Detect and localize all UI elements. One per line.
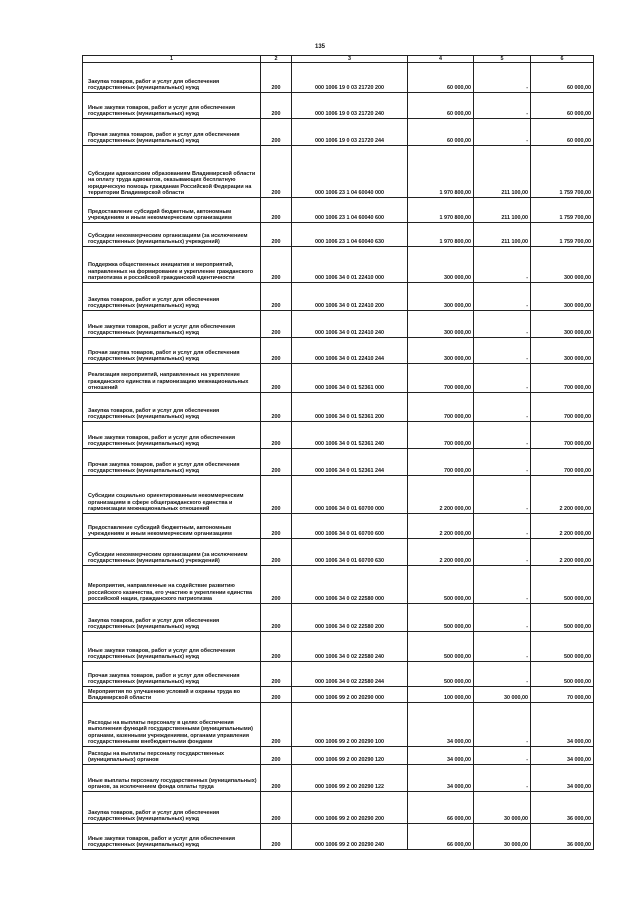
- unexecuted-amount-cell: 1 759 700,00: [531, 146, 594, 198]
- approved-amount-cell: 66 000,00: [408, 792, 474, 824]
- executed-amount-cell: -: [474, 632, 531, 662]
- approved-amount-cell: 60 000,00: [408, 93, 474, 119]
- table-row: [83, 449, 594, 476]
- line-code-cell: 200: [261, 566, 292, 604]
- budget-classification-code-cell: 000 1006 99 2 00 20290 200: [292, 792, 408, 824]
- expense-name-cell: [83, 687, 261, 703]
- column-number: 4: [408, 56, 474, 63]
- approved-amount-cell: 66 000,00: [408, 824, 474, 850]
- approved-amount-cell: 2 200 000,00: [408, 514, 474, 539]
- table-row: [83, 311, 594, 338]
- expense-name-cell: [83, 93, 261, 119]
- table-row: [83, 604, 594, 632]
- approved-amount-cell: 500 000,00: [408, 662, 474, 687]
- approved-amount-cell: 34 000,00: [408, 765, 474, 792]
- table-row: [83, 93, 594, 119]
- expense-name-text: Расходы на выплаты персоналу государственных (муниципальных) органов: [88, 750, 225, 763]
- expense-name-cell: [83, 283, 261, 311]
- unexecuted-amount-cell: 300 000,00: [531, 338, 594, 364]
- budget-classification-code-cell: 000 1006 34 0 01 52361 000: [292, 364, 408, 393]
- budget-classification-code-cell: 000 1006 23 1 04 60040 000: [292, 146, 408, 198]
- executed-amount-cell: -: [474, 393, 531, 422]
- line-code-cell: 200: [261, 632, 292, 662]
- budget-classification-code-cell: 000 1006 19 0 03 21720 244: [292, 119, 408, 146]
- approved-amount-cell: 34 000,00: [408, 747, 474, 765]
- executed-amount-cell: 211 100,00: [474, 146, 531, 198]
- expense-name-cell: [83, 514, 261, 539]
- expense-name-cell: [83, 765, 261, 792]
- page-number: 135: [314, 44, 325, 50]
- approved-amount-cell: 500 000,00: [408, 566, 474, 604]
- column-number: 5: [474, 56, 531, 63]
- table-row: [83, 247, 594, 283]
- line-code-cell: 200: [261, 338, 292, 364]
- budget-classification-code-cell: 000 1006 34 0 01 22410 240: [292, 311, 408, 338]
- expense-name-cell: [83, 747, 261, 765]
- unexecuted-amount-cell: 300 000,00: [531, 311, 594, 338]
- approved-amount-cell: 100 000,00: [408, 687, 474, 703]
- table-row: [83, 63, 594, 93]
- budget-classification-code-cell: 000 1006 34 0 02 22580 240: [292, 632, 408, 662]
- unexecuted-amount-cell: 1 759 700,00: [531, 198, 594, 223]
- budget-classification-code-cell: 000 1006 34 0 02 22580 200: [292, 604, 408, 632]
- budget-classification-code-cell: 000 1006 99 2 00 20290 120: [292, 747, 408, 765]
- expense-name-text: Субсидии адвокатским образованиям Владимирской области на оплату труда адвокатов, оказывающих бесплатную юридическую помощь гражданам Российской Федерации на территории Владимирской области: [88, 170, 256, 196]
- expense-name-cell: [83, 63, 261, 93]
- executed-amount-cell: -: [474, 364, 531, 393]
- expense-name-cell: [83, 338, 261, 364]
- executed-amount-cell: 30 000,00: [474, 687, 531, 703]
- expense-name-cell: [83, 792, 261, 824]
- approved-amount-cell: 1 970 800,00: [408, 223, 474, 247]
- expense-name-text: Закупка товаров, работ и услуг для обеспечения государственных (муниципальных) нужд: [88, 296, 220, 309]
- line-code-cell: 200: [261, 63, 292, 93]
- executed-amount-cell: 30 000,00: [474, 824, 531, 850]
- expense-name-cell: [83, 604, 261, 632]
- budget-classification-code-cell: 000 1006 34 0 01 60700 600: [292, 514, 408, 539]
- column-number: 2: [261, 56, 292, 63]
- approved-amount-cell: 700 000,00: [408, 393, 474, 422]
- approved-amount-cell: 700 000,00: [408, 364, 474, 393]
- budget-classification-code-cell: 000 1006 34 0 01 22410 244: [292, 338, 408, 364]
- budget-classification-code-cell: 000 1006 34 0 01 60700 000: [292, 476, 408, 514]
- expense-name-text: Субсидии некоммерческим организациям (за исключением государственных (муниципальных) учреждений): [88, 232, 248, 245]
- unexecuted-amount-cell: 500 000,00: [531, 662, 594, 687]
- expense-name-cell: [83, 632, 261, 662]
- unexecuted-amount-cell: 2 200 000,00: [531, 539, 594, 566]
- expense-name-text: Иные закупки товаров, работ и услуг для обеспечения государственных (муниципальных) нужд: [88, 647, 235, 660]
- line-code-cell: 200: [261, 198, 292, 223]
- table-row: [83, 566, 594, 604]
- unexecuted-amount-cell: 60 000,00: [531, 93, 594, 119]
- budget-classification-code-cell: 000 1006 19 0 03 21720 200: [292, 63, 408, 93]
- line-code-cell: 200: [261, 476, 292, 514]
- expense-name-text: Закупка товаров, работ и услуг для обеспечения государственных (муниципальных) нужд: [88, 617, 220, 630]
- line-code-cell: 200: [261, 364, 292, 393]
- line-code-cell: 200: [261, 514, 292, 539]
- table-row: [83, 703, 594, 747]
- budget-classification-code-cell: 000 1006 34 0 01 52361 240: [292, 422, 408, 449]
- unexecuted-amount-cell: 300 000,00: [531, 247, 594, 283]
- line-code-cell: 200: [261, 792, 292, 824]
- budget-classification-code-cell: 000 1006 99 2 00 20290 000: [292, 687, 408, 703]
- unexecuted-amount-cell: 70 000,00: [531, 687, 594, 703]
- expense-name-text: Мероприятия, направленные на содействие развитию российского казачества, его участию в укреплении единства российской нации, гражданского патриотизма: [88, 583, 252, 602]
- line-code-cell: 200: [261, 223, 292, 247]
- approved-amount-cell: 500 000,00: [408, 604, 474, 632]
- executed-amount-cell: -: [474, 747, 531, 765]
- table-row: [83, 283, 594, 311]
- executed-amount-cell: 211 100,00: [474, 198, 531, 223]
- table-row: [83, 662, 594, 687]
- column-number: 6: [531, 56, 594, 63]
- executed-amount-cell: -: [474, 765, 531, 792]
- expense-name-text: Иные выплаты персоналу государственных (муниципальных) органов, за исключением фонда оплаты труда: [88, 777, 257, 790]
- approved-amount-cell: 300 000,00: [408, 283, 474, 311]
- expense-name-text: Субсидии некоммерческим организациям (за исключением государственных (муниципальных) учреждений): [88, 551, 248, 564]
- executed-amount-cell: -: [474, 476, 531, 514]
- table-row: [83, 393, 594, 422]
- expense-name-text: Субсидии социально ориентированным некоммерческим организациям в сфере общегражданского единства и гармонизации межнациональных отношений: [88, 493, 244, 512]
- budget-classification-code-cell: 000 1006 99 2 00 20290 240: [292, 824, 408, 850]
- executed-amount-cell: -: [474, 703, 531, 747]
- unexecuted-amount-cell: 500 000,00: [531, 604, 594, 632]
- expense-name-text: Прочая закупка товаров, работ и услуг для обеспечения государственных (муниципальных) нужд: [88, 131, 240, 144]
- unexecuted-amount-cell: 500 000,00: [531, 632, 594, 662]
- expense-name-text: Закупка товаров, работ и услуг для обеспечения государственных (муниципальных) нужд: [88, 809, 220, 822]
- line-code-cell: 200: [261, 311, 292, 338]
- approved-amount-cell: 1 970 800,00: [408, 198, 474, 223]
- executed-amount-cell: 30 000,00: [474, 792, 531, 824]
- unexecuted-amount-cell: 500 000,00: [531, 566, 594, 604]
- line-code-cell: 200: [261, 604, 292, 632]
- budget-classification-code-cell: 000 1006 23 1 04 60040 630: [292, 223, 408, 247]
- executed-amount-cell: -: [474, 311, 531, 338]
- table-row: [83, 119, 594, 146]
- table-row: [83, 146, 594, 198]
- approved-amount-cell: 60 000,00: [408, 63, 474, 93]
- expense-name-text: Прочая закупка товаров, работ и услуг для обеспечения государственных (муниципальных) нужд: [88, 672, 240, 685]
- executed-amount-cell: -: [474, 514, 531, 539]
- executed-amount-cell: -: [474, 63, 531, 93]
- budget-classification-code-cell: 000 1006 34 0 02 22580 000: [292, 566, 408, 604]
- approved-amount-cell: 34 000,00: [408, 703, 474, 747]
- line-code-cell: 200: [261, 765, 292, 792]
- budget-classification-code-cell: 000 1006 19 0 03 21720 240: [292, 93, 408, 119]
- line-code-cell: 200: [261, 449, 292, 476]
- expense-name-text: Иные закупки товаров, работ и услуг для обеспечения государственных (муниципальных) нужд: [88, 835, 235, 848]
- unexecuted-amount-cell: 2 200 000,00: [531, 514, 594, 539]
- unexecuted-amount-cell: 300 000,00: [531, 283, 594, 311]
- budget-classification-code-cell: 000 1006 34 0 02 22580 244: [292, 662, 408, 687]
- expense-name-cell: [83, 311, 261, 338]
- executed-amount-cell: -: [474, 422, 531, 449]
- line-code-cell: 200: [261, 93, 292, 119]
- line-code-cell: 200: [261, 393, 292, 422]
- expense-name-cell: [83, 422, 261, 449]
- expense-name-cell: [83, 662, 261, 687]
- expense-name-cell: [83, 539, 261, 566]
- budget-classification-code-cell: 000 1006 23 1 04 60040 600: [292, 198, 408, 223]
- unexecuted-amount-cell: 700 000,00: [531, 364, 594, 393]
- expense-name-text: Закупка товаров, работ и услуг для обеспечения государственных (муниципальных) нужд: [88, 407, 220, 420]
- expense-name-text: Иные закупки товаров, работ и услуг для обеспечения государственных (муниципальных) нужд: [88, 434, 235, 447]
- budget-classification-code-cell: 000 1006 99 2 00 20290 100: [292, 703, 408, 747]
- approved-amount-cell: 2 200 000,00: [408, 539, 474, 566]
- unexecuted-amount-cell: 34 000,00: [531, 703, 594, 747]
- expense-name-cell: [83, 824, 261, 850]
- table-row: [83, 198, 594, 223]
- approved-amount-cell: 1 970 800,00: [408, 146, 474, 198]
- line-code-cell: 200: [261, 422, 292, 449]
- budget-classification-code-cell: 000 1006 34 0 01 22410 000: [292, 247, 408, 283]
- approved-amount-cell: 300 000,00: [408, 311, 474, 338]
- expense-name-cell: [83, 247, 261, 283]
- line-code-cell: 200: [261, 539, 292, 566]
- column-number: 1: [83, 56, 261, 63]
- unexecuted-amount-cell: 1 759 700,00: [531, 223, 594, 247]
- budget-classification-code-cell: 000 1006 99 2 00 20290 122: [292, 765, 408, 792]
- executed-amount-cell: -: [474, 283, 531, 311]
- unexecuted-amount-cell: 34 000,00: [531, 747, 594, 765]
- table-row: [83, 338, 594, 364]
- unexecuted-amount-cell: 700 000,00: [531, 422, 594, 449]
- unexecuted-amount-cell: 700 000,00: [531, 449, 594, 476]
- line-code-cell: 200: [261, 119, 292, 146]
- executed-amount-cell: -: [474, 566, 531, 604]
- line-code-cell: 200: [261, 283, 292, 311]
- expense-name-text: Предоставление субсидий бюджетным, автономным учреждениям и иным некоммерческим организациям: [88, 524, 232, 537]
- table-row: [83, 364, 594, 393]
- table-row: [83, 792, 594, 824]
- expense-name-text: Расходы на выплаты персоналу в целях обеспечения выполнения функций государственными (муниципальными) органами, казенными учреждениями, органами управления государственными внебюджетными фондами: [88, 719, 253, 745]
- executed-amount-cell: -: [474, 662, 531, 687]
- expense-name-cell: [83, 566, 261, 604]
- budget-classification-code-cell: 000 1006 34 0 01 60700 630: [292, 539, 408, 566]
- executed-amount-cell: -: [474, 247, 531, 283]
- expense-name-text: Предоставление субсидий бюджетным, автономным учреждениям и иным некоммерческим организациям: [88, 208, 232, 221]
- unexecuted-amount-cell: 2 200 000,00: [531, 476, 594, 514]
- unexecuted-amount-cell: 36 000,00: [531, 824, 594, 850]
- expense-name-cell: [83, 364, 261, 393]
- executed-amount-cell: -: [474, 338, 531, 364]
- unexecuted-amount-cell: 60 000,00: [531, 119, 594, 146]
- table-row: [83, 765, 594, 792]
- table-row: [83, 632, 594, 662]
- column-number-row: [83, 56, 594, 63]
- unexecuted-amount-cell: 60 000,00: [531, 63, 594, 93]
- line-code-cell: 200: [261, 662, 292, 687]
- executed-amount-cell: -: [474, 604, 531, 632]
- unexecuted-amount-cell: 700 000,00: [531, 393, 594, 422]
- line-code-cell: 200: [261, 824, 292, 850]
- approved-amount-cell: 2 200 000,00: [408, 476, 474, 514]
- expense-name-cell: [83, 449, 261, 476]
- line-code-cell: 200: [261, 703, 292, 747]
- table-row: [83, 687, 594, 703]
- expense-name-text: Поддержка общественных инициатив и мероприятий, направленных на формирование и укрепление гражданского патриотизма и российской гражданской идентичности: [88, 262, 254, 281]
- executed-amount-cell: -: [474, 93, 531, 119]
- approved-amount-cell: 300 000,00: [408, 338, 474, 364]
- expense-name-text: Иные закупки товаров, работ и услуг для обеспечения государственных (муниципальных) нужд: [88, 104, 235, 117]
- table-row: [83, 514, 594, 539]
- approved-amount-cell: 300 000,00: [408, 247, 474, 283]
- approved-amount-cell: 700 000,00: [408, 449, 474, 476]
- line-code-cell: 200: [261, 687, 292, 703]
- executed-amount-cell: -: [474, 449, 531, 476]
- executed-amount-cell: -: [474, 119, 531, 146]
- table-row: [83, 824, 594, 850]
- table-row: [83, 539, 594, 566]
- expense-name-text: Мероприятия по улучшению условий и охраны труда во Владимирской области: [88, 688, 241, 701]
- column-number: 3: [292, 56, 408, 63]
- budget-table: [82, 55, 594, 850]
- table-row: [83, 747, 594, 765]
- approved-amount-cell: 60 000,00: [408, 119, 474, 146]
- expense-name-text: Закупка товаров, работ и услуг для обеспечения государственных (муниципальных) нужд: [88, 78, 220, 91]
- expense-name-text: Прочая закупка товаров, работ и услуг для обеспечения государственных (муниципальных) нужд: [88, 461, 240, 474]
- expense-name-text: Реализация мероприятий, направленных на укрепление гражданского единства и гармонизацию межнациональных отношений: [88, 372, 249, 391]
- unexecuted-amount-cell: 34 000,00: [531, 765, 594, 792]
- expense-name-cell: [83, 476, 261, 514]
- budget-classification-code-cell: 000 1006 34 0 01 22410 200: [292, 283, 408, 311]
- unexecuted-amount-cell: 36 000,00: [531, 792, 594, 824]
- line-code-cell: 200: [261, 146, 292, 198]
- executed-amount-cell: 211 100,00: [474, 223, 531, 247]
- table-row: [83, 476, 594, 514]
- expense-name-text: Иные закупки товаров, работ и услуг для обеспечения государственных (муниципальных) нужд: [88, 323, 235, 336]
- expense-name-cell: [83, 119, 261, 146]
- expense-name-cell: [83, 223, 261, 247]
- budget-table-body: [83, 56, 594, 850]
- budget-classification-code-cell: 000 1006 34 0 01 52361 244: [292, 449, 408, 476]
- table-row: [83, 223, 594, 247]
- budget-classification-code-cell: 000 1006 34 0 01 52361 200: [292, 393, 408, 422]
- approved-amount-cell: 700 000,00: [408, 422, 474, 449]
- expense-name-cell: [83, 146, 261, 198]
- executed-amount-cell: -: [474, 539, 531, 566]
- line-code-cell: 200: [261, 747, 292, 765]
- expense-name-cell: [83, 198, 261, 223]
- expense-name-cell: [83, 703, 261, 747]
- expense-name-text: Прочая закупка товаров, работ и услуг для обеспечения государственных (муниципальных) нужд: [88, 349, 240, 362]
- expense-name-cell: [83, 393, 261, 422]
- line-code-cell: 200: [261, 247, 292, 283]
- approved-amount-cell: 500 000,00: [408, 632, 474, 662]
- table-row: [83, 422, 594, 449]
